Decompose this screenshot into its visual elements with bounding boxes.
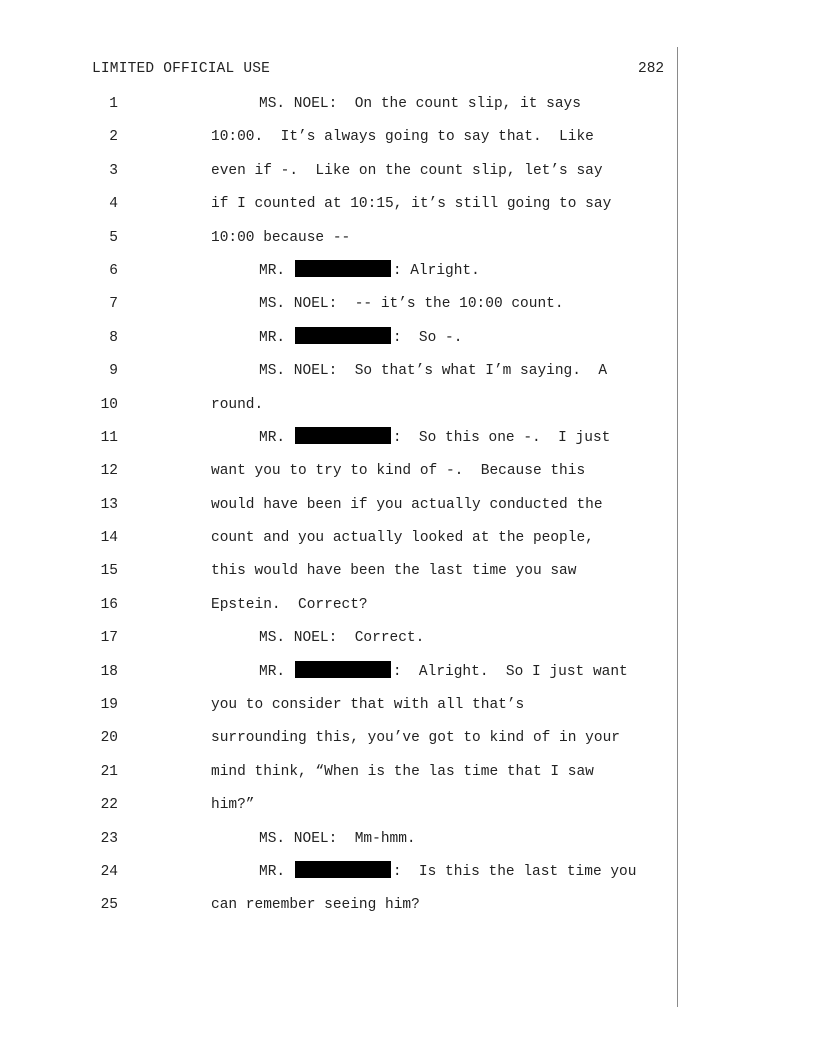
line-number: 17 bbox=[100, 630, 118, 647]
line-text-segment: MS. NOEL: Mm-hmm. bbox=[259, 830, 416, 847]
transcript-line bbox=[0, 793, 816, 826]
line-number: 9 bbox=[109, 363, 118, 380]
line-text bbox=[211, 559, 576, 583]
transcript-line bbox=[0, 259, 816, 292]
line-text-segment: : Alright. So I just want bbox=[392, 663, 628, 680]
line-number: 16 bbox=[100, 596, 118, 613]
line-text-segment: would have been if you actually conducted the bbox=[211, 496, 603, 513]
transcript-line bbox=[0, 292, 816, 325]
line-text bbox=[211, 192, 611, 216]
line-number: 20 bbox=[100, 730, 118, 747]
line-text bbox=[211, 493, 603, 517]
line-text bbox=[211, 793, 255, 817]
line-number: 25 bbox=[100, 897, 118, 914]
classification-header: LIMITED OFFICIAL USE bbox=[92, 61, 271, 77]
line-text bbox=[259, 259, 480, 283]
line-text-segment: you to consider that with all that’s bbox=[211, 697, 525, 714]
line-number: 22 bbox=[100, 797, 118, 814]
transcript-line bbox=[0, 393, 816, 426]
transcript-line bbox=[0, 726, 816, 759]
transcript-line bbox=[0, 893, 816, 926]
line-text-segment: MR. bbox=[259, 329, 294, 346]
line-number: 12 bbox=[100, 463, 118, 480]
transcript-line bbox=[0, 526, 816, 559]
transcript-line bbox=[0, 159, 816, 192]
line-text bbox=[259, 359, 607, 383]
line-text bbox=[211, 159, 603, 183]
line-text bbox=[259, 626, 424, 650]
line-text bbox=[259, 426, 610, 450]
line-text bbox=[211, 526, 594, 550]
transcript-line bbox=[0, 827, 816, 860]
transcript-line bbox=[0, 326, 816, 359]
line-text bbox=[211, 693, 524, 717]
line-text bbox=[211, 393, 263, 417]
redaction-box bbox=[295, 327, 391, 344]
line-number: 10 bbox=[100, 396, 118, 413]
line-number: 4 bbox=[109, 196, 118, 213]
line-text-segment: 10:00. It’s always going to say that. Like bbox=[211, 129, 594, 146]
line-text-segment: MR. bbox=[259, 262, 294, 279]
redaction-box bbox=[295, 427, 391, 444]
line-number: 19 bbox=[100, 697, 118, 714]
transcript-line bbox=[0, 626, 816, 659]
line-text bbox=[211, 760, 594, 784]
line-text-segment: : Is this the last time you bbox=[392, 863, 637, 880]
transcript-line bbox=[0, 593, 816, 626]
line-text-segment: MR. bbox=[259, 863, 294, 880]
line-number: 11 bbox=[100, 429, 118, 446]
transcript-line bbox=[0, 125, 816, 158]
transcript-line bbox=[0, 559, 816, 592]
line-text-segment: MR. bbox=[259, 429, 294, 446]
line-text bbox=[211, 226, 350, 250]
line-number: 24 bbox=[100, 863, 118, 880]
transcript-line bbox=[0, 660, 816, 693]
line-number: 2 bbox=[109, 129, 118, 146]
transcript-line bbox=[0, 426, 816, 459]
line-text-segment: MS. NOEL: On the count slip, it says bbox=[259, 96, 581, 112]
redaction-box bbox=[295, 661, 391, 678]
transcript-line bbox=[0, 459, 816, 492]
line-text-segment: can remember seeing him? bbox=[211, 897, 420, 914]
redaction-box bbox=[295, 861, 391, 878]
line-text bbox=[259, 660, 628, 684]
line-text bbox=[211, 893, 420, 917]
line-text-segment: mind think, “When is the las time that I saw bbox=[211, 763, 594, 780]
line-number: 5 bbox=[109, 229, 118, 246]
transcript-line bbox=[0, 860, 816, 893]
line-number: 15 bbox=[100, 563, 118, 580]
line-text-segment: Epstein. Correct? bbox=[211, 596, 368, 613]
line-text-segment: count and you actually looked at the people, bbox=[211, 530, 594, 547]
line-text-segment: : So -. bbox=[392, 329, 463, 346]
line-text-segment: MS. NOEL: Correct. bbox=[259, 630, 425, 647]
line-text bbox=[211, 125, 594, 149]
transcript-body bbox=[0, 92, 816, 927]
line-number: 7 bbox=[109, 296, 118, 313]
line-text-segment: surrounding this, you’ve got to kind of in your bbox=[211, 730, 620, 747]
line-text-segment: MS. NOEL: So that’s what I’m saying. A bbox=[259, 363, 608, 380]
line-number: 14 bbox=[100, 530, 118, 547]
transcript-line bbox=[0, 760, 816, 793]
line-text-segment: want you to try to kind of -. Because this bbox=[211, 463, 586, 480]
line-text bbox=[211, 726, 620, 750]
line-text-segment: round. bbox=[211, 396, 264, 413]
page-number: 282 bbox=[638, 61, 665, 77]
line-number: 21 bbox=[100, 763, 118, 780]
line-text-segment: him?” bbox=[211, 797, 255, 814]
line-text-segment: : So this one -. I just bbox=[392, 429, 611, 446]
line-number: 1 bbox=[109, 96, 118, 112]
line-text-segment: even if -. Like on the count slip, let’s say bbox=[211, 162, 603, 179]
transcript-line bbox=[0, 192, 816, 225]
transcript-line bbox=[0, 226, 816, 259]
line-number: 6 bbox=[109, 262, 118, 279]
line-text bbox=[211, 593, 368, 617]
line-text-segment: if I counted at 10:15, it’s still going to say bbox=[211, 196, 612, 213]
transcript-line bbox=[0, 493, 816, 526]
transcript-line bbox=[0, 359, 816, 392]
line-text bbox=[211, 459, 585, 483]
line-text bbox=[259, 860, 636, 884]
line-number: 23 bbox=[100, 830, 118, 847]
transcript-line bbox=[0, 693, 816, 726]
line-text-segment: MS. NOEL: -- it’s the 10:00 count. bbox=[259, 296, 564, 313]
line-text-segment: : Alright. bbox=[392, 262, 480, 279]
line-number: 8 bbox=[109, 329, 118, 346]
line-text bbox=[259, 92, 581, 116]
transcript-line bbox=[0, 92, 816, 125]
redaction-box bbox=[295, 260, 391, 277]
line-number: 18 bbox=[100, 663, 118, 680]
line-text-segment: 10:00 because -- bbox=[211, 229, 351, 246]
line-text bbox=[259, 292, 564, 316]
line-number: 13 bbox=[100, 496, 118, 513]
line-text-segment: this would have been the last time you saw bbox=[211, 563, 577, 580]
line-text bbox=[259, 326, 462, 350]
line-text bbox=[259, 827, 416, 851]
line-number: 3 bbox=[109, 162, 118, 179]
line-text-segment: MR. bbox=[259, 663, 294, 680]
